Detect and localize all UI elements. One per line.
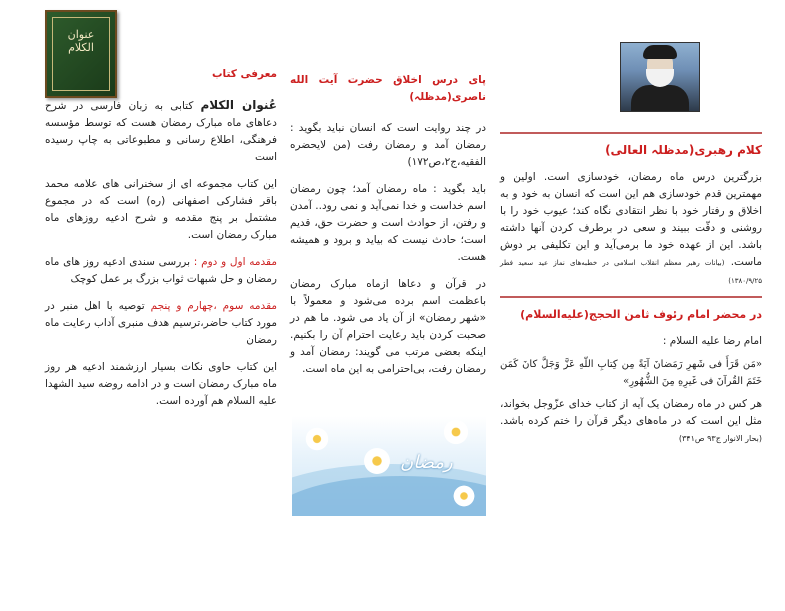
divider [500,296,762,298]
book-title: عُنوان الکلام [200,98,277,112]
book-section-2: مقدمه سوم ،چهارم و پنجم توصیه با اهل منبر در مورد کتاب حاضر،ترسیم هدف منبری آداب رعایت ماه رمضان [45,300,277,346]
ethics-paragraph: در قرآن و دعاها ازماه مبارک رمضان باعظمت اسم برده می‌شود و معمولاً با «شهر رمضان» از آن یاد می شود. ما هم در صحبت کردن باید رعایت احترام آن را بکنیم. اینکه بعضی مرتب می گویند: رمضان آمد و رمضان رفت، بی‌احترامی به این ماه است. [290,278,486,375]
leader-heading: کلام رهبری(مدظلہ العالی) [605,143,762,157]
book-intro: عُنوان الکلام کتابی به زبان فارسی در شرح دعاهای ماه مبارک رمضان هست که توسط مؤسسه فرهنگی، اطلاع رسانی و مطبوعاتی به چاپ رسیده است [45,98,277,163]
right-column [500,42,762,453]
middle-column [290,72,486,384]
section-title: مقدمه اول و دوم : [193,256,277,268]
ethics-heading: پای درس اخلاق حضرت آیت الله ناصری(مدظلہ) [290,74,486,103]
ramadan-calligraphy: رمضان [400,452,453,473]
imam-reza-heading: در محضر امام رئوف ثامن الحجج(علیه‌السلام) [520,308,762,321]
book-cover-title: عنوان الکلام [67,28,95,54]
flower-icon [362,446,392,476]
imam-intro: امام رضا علیه السلام : [662,335,762,347]
ethics-paragraph: باید بگوید : ماه رمضان آمد؛ چون رمضان اسم خداست و خدا نمی‌آید و نمی رود.. آمدن و رفتن، از حوادث است و حضرت حق، قدیم است؛ حادث نیست که بیاید و برود و همیشه هست. [290,183,486,263]
hadith-translation: هر کس در ماه رمضان یک آیه از کتاب خدای عزّوجل بخواند، مثل این است که در ماه‌های دیگر قرآن را ختم کرده باشد. (بحار الانوار ج۹۳ ص۳۴۱) [500,398,762,443]
flower-icon [452,484,476,508]
divider [500,132,762,134]
book-description: این کتاب مجموعه ای از سخنرانی های علامه محمد باقر فشارکی اصفهانی (ره) است که در مجموع مشتمل بر پنج مقدمه و شرح ادعیه روزهای ماه مبارک رمضان است. [45,178,277,241]
leader-quote-source: (بیانات رهبر معظم انقلاب اسلامی در خطبه‌های نماز عید سعید فطر ۱۳۸۰/۹/۲۵) [500,259,762,285]
leader-quote: بزرگترین درس ماه رمضان، خودسازی است. اولین و مهمترین قدم خودسازی هم این است که انسان به خود و به اخلاق و رفتار خود با نظر انتقادی نگاه کند؛ عیوب خود را با روشنی و دقّت ببیند و سعی در برطرف کردن آنها داشته باشد. این از عهده خود ما برمی‌آید و این تکلیفی بر دوش ماست. (بیانات رهبر معظم انقلاب اسلامی در خطبه‌های نماز عید سعید فطر ۱۳۸۰/۹/۲۵) [500,171,762,285]
flower-icon [442,418,470,446]
section-title: مقدمه سوم ،چهارم و پنجم [150,300,277,312]
hadith-source: (بحار الانوار ج۹۳ ص۳۴۱) [678,434,762,443]
ethics-paragraph: در چند روایت است که انسان نباید بگوید : رمضان آمد و رمضان رفت (من لایحضره الفقیه،ج۲،ص۱۷۲) [290,122,486,168]
hadith-arabic: «مَن قَرَأَ فی شَهرِ رَمَضانَ آیَةً مِن کِتابِ اللّهِ عَزَّ وَجَلَّ کانَ کَمَن خَتَمَ القُرآنَ فی غَیرِهِ مِنَ الشُّهُورِ» [500,359,762,387]
book-intro-heading: معرفی کتاب [212,68,277,80]
book-summary: این کتاب حاوی نکات بسیار ارزشمند ادعیه هر روز ماه مبارک رمضان است و در ادامه روضه سید الشهدا علیه السلام هم آورده است. [45,361,277,407]
flower-icon [304,426,330,452]
left-column [45,66,277,416]
book-section-1: مقدمه اول و دوم : بررسی سندی ادعیه روز های ماه رمضان و حل شبهات ثواب بزرگ بر عمل کوچک [45,256,277,285]
ramadan-banner [292,416,486,516]
